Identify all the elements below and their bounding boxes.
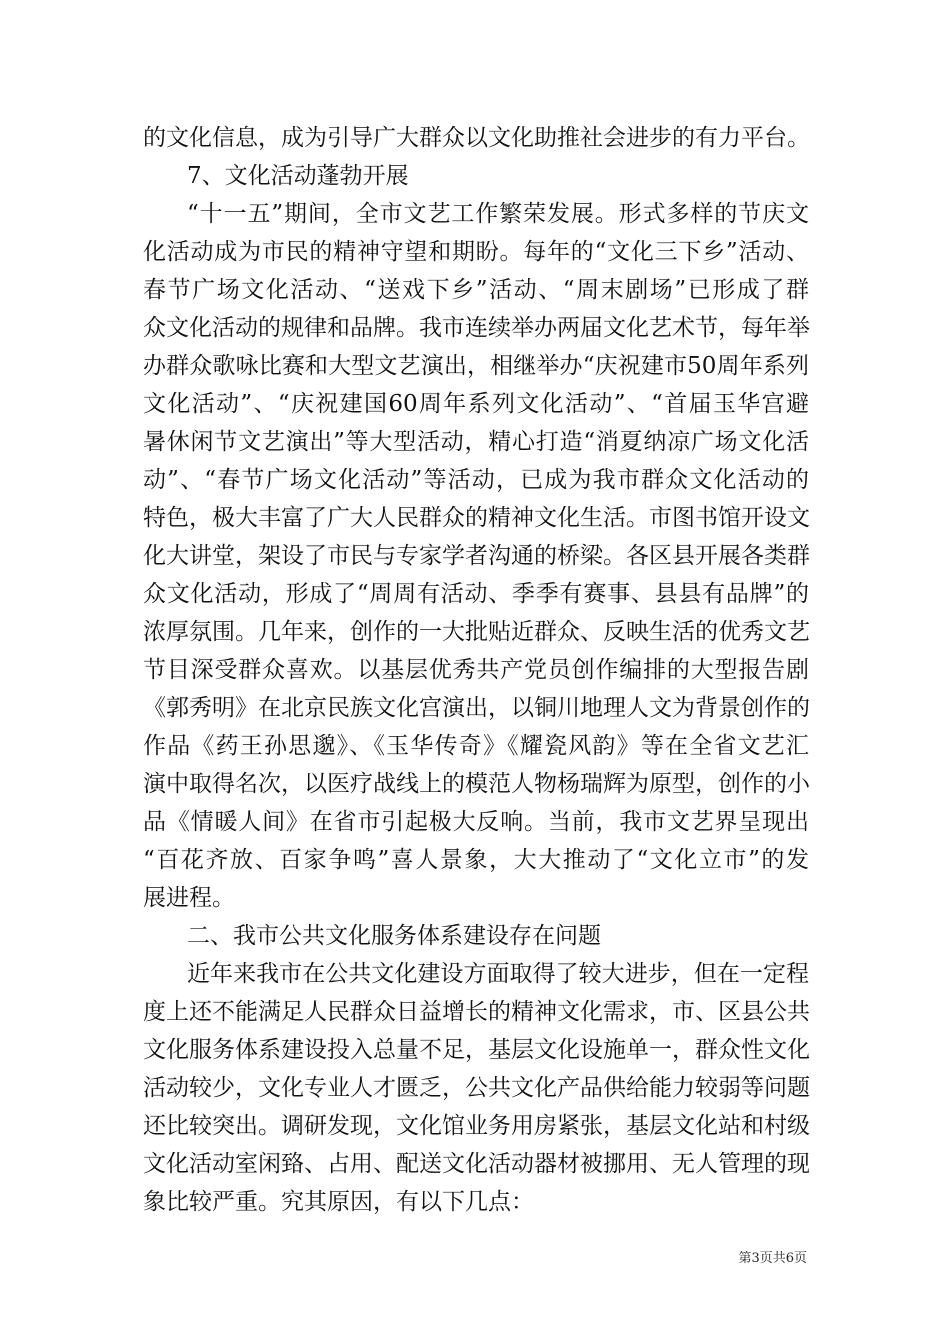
text-line: 节目深受群众喜欢。以基层优秀共产党员创作编排的大型报告剧 xyxy=(143,657,809,683)
text-line: 化活动成为市民的精神守望和期盼。每年的“文化三下乡”活动、 xyxy=(143,239,809,265)
paragraph-start-line: “十一五”期间，全市文艺工作繁荣发展。形式多样的节庆文 xyxy=(187,201,809,227)
text-line: 作品《药王孙思邈》、《玉华传奇》《耀瓷风韵》等在全省文艺汇 xyxy=(143,733,809,759)
section-heading: 7、文化活动蓬勃开展 xyxy=(187,163,409,189)
paragraph-end-line: 象比较严重。究其原因，有以下几点： xyxy=(143,1189,534,1215)
text-line: 暑休闲节文艺演出”等大型活动，精心打造“消夏纳凉广场文化活 xyxy=(143,429,809,455)
text-line: 春节广场文化活动、“送戏下乡”活动、“周末剧场”已形成了群 xyxy=(143,277,809,303)
text-line: 的文化信息，成为引导广大群众以文化助推社会进步的有力平台。 xyxy=(143,125,810,151)
text-line: 众文化活动的规律和品牌。我市连续举办两届文化艺术节，每年举 xyxy=(143,315,810,341)
paragraph-start-line: 近年来我市在公共文化建设方面取得了较大进步，但在一定程 xyxy=(187,961,809,987)
section-heading: 二、我市公共文化服务体系建设存在问题 xyxy=(187,923,601,949)
text-line: 活动较少，文化专业人才匮乏，公共文化产品供给能力较弱等问题 xyxy=(143,1075,810,1101)
text-line: 度上还不能满足人民群众日益增长的精神文化需求，市、区县公共 xyxy=(143,999,810,1025)
text-line: 文化活动室闲臵、占用、配送文化活动器材被挪用、无人管理的现 xyxy=(143,1151,810,1177)
paragraph-end-line: 展进程。 xyxy=(143,885,235,911)
text-line: 品《情暖人间》在省市引起极大反响。当前，我市文艺界呈现出 xyxy=(143,809,809,835)
text-line: 浓厚氛围。几年来，创作的一大批贴近群众、反映生活的优秀文艺 xyxy=(143,619,810,645)
page-number: 第3页共6页 xyxy=(738,1251,807,1266)
text-line: 办群众歌咏比赛和大型文艺演出，相继举办“庆祝建市50周年系列 xyxy=(143,353,809,379)
text-line: 演中取得名次，以医疗战线上的模范人物杨瑞辉为原型，创作的小 xyxy=(143,771,810,797)
text-line: 特色，极大丰富了广大人民群众的精神文化生活。市图书馆开设文 xyxy=(143,505,810,531)
text-line: 化大讲堂，架设了市民与专家学者沟通的桥梁。各区县开展各类群 xyxy=(143,543,810,569)
text-line: 《郭秀明》在北京民族文化宫演出，以铜川地理人文为背景创作的 xyxy=(143,695,810,721)
text-line: 动”、“春节广场文化活动”等活动，已成为我市群众文化活动的 xyxy=(143,467,809,493)
document-body xyxy=(143,119,809,1221)
text-line: 文化活动”、“庆祝建国60周年系列文化活动”、“首届玉华宫避 xyxy=(143,391,809,417)
text-line: 还比较突出。调研发现，文化馆业务用房紧张，基层文化站和村级 xyxy=(143,1113,810,1139)
text-line: 文化服务体系建设投入总量不足，基层文化设施单一，群众性文化 xyxy=(143,1037,810,1063)
text-line: “百花齐放、百家争鸣”喜人景象，大大推动了“文化立市”的发 xyxy=(143,847,809,873)
text-line: 众文化活动，形成了“周周有活动、季季有赛事、县县有品牌”的 xyxy=(143,581,809,607)
